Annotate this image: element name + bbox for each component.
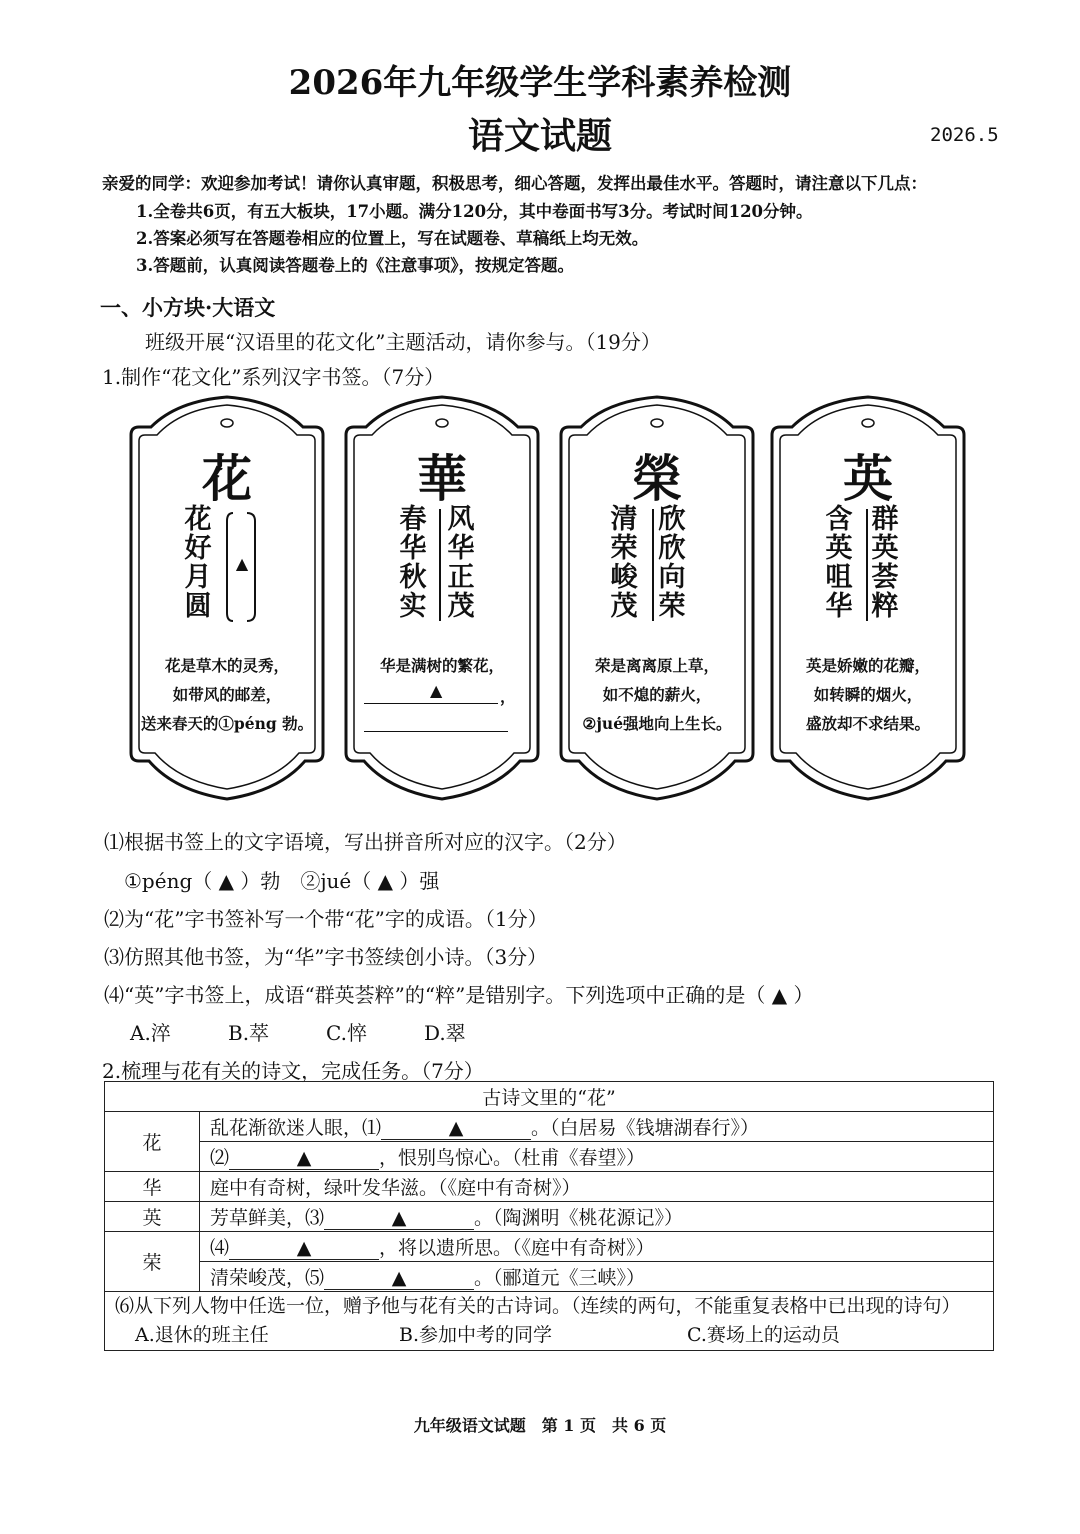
exam-date: 2026.5 — [930, 124, 999, 146]
poem-blank-marker: ▲ — [430, 681, 443, 700]
poem-cell: 乱花渐欲迷人眼，⑴ ▲ 。（白居易《钱塘湖春行》） — [200, 1112, 994, 1142]
poem-line: 英是娇嫩的花瓣， — [805, 656, 930, 675]
table-row — [105, 1202, 994, 1232]
row-head-hua2: 华 — [105, 1172, 200, 1202]
page-footer: 九年级语文试题 第 1 页 共 6 页 — [413, 1416, 667, 1435]
task-option-c[interactable]: C.赛场上的运动员 — [687, 1324, 840, 1346]
bookmark-divider — [439, 509, 441, 621]
table-row — [105, 1262, 994, 1292]
section-intro: 班级开展“汉语里的花文化”主题活动，请你参与。（19分） — [145, 330, 661, 354]
answer-blank-2[interactable]: ▲ — [229, 1147, 379, 1170]
table-row — [105, 1172, 994, 1202]
poem-line: 如不熄的薪火， — [602, 685, 712, 704]
exam-title: 2026年九年级学生学科素养检测 — [288, 63, 792, 103]
q1-part-3: ⑶仿照其他书签，为“华”字书签续创小诗。（3分） — [104, 945, 548, 969]
bookmark-poem — [344, 651, 540, 680]
q1-part-1: ⑴根据书签上的文字语境，写出拼音所对应的汉字。（2分） — [104, 830, 627, 854]
row-head-ying: 英 — [105, 1202, 200, 1232]
table-caption: 古诗文里的“花” — [105, 1082, 994, 1112]
poem-line: 送来春天的①péng 勃。 — [140, 714, 314, 733]
q1-part-4: ⑷“英”字书签上，成语“群英荟粹”的“粹”是错别字。下列选项中正确的是（ ▲ ） — [104, 983, 814, 1007]
poem-cell: ⑵ ▲ ，恨别鸟惊心。（杜甫《春望》） — [200, 1142, 994, 1172]
row-head-rong: 荣 — [105, 1232, 200, 1292]
poem-cell: 清荣峻茂，⑸ ▲ 。（郦道元《三峡》） — [200, 1262, 994, 1292]
bookmark-character: 榮 — [632, 449, 682, 508]
table-row — [105, 1292, 994, 1351]
bookmark-idiom-right: 风华正茂 — [447, 504, 475, 622]
poem-line: 花是草木的灵秀， — [164, 656, 289, 675]
bookmark-ying — [762, 393, 974, 805]
poem-blank-line — [364, 731, 508, 732]
instruction-note-1: 1.全卷共6页，有五大板块，17小题。满分120分，其中卷面书写3分。考试时间120分钟。 — [136, 202, 813, 221]
bookmark-idiom-right: 欣欣向荣 — [658, 504, 686, 622]
poem-line: 如转瞬的烟火， — [813, 685, 923, 704]
bookmark-poem — [770, 651, 966, 738]
bookmark-idiom-left: 清荣峻茂 — [610, 504, 638, 622]
poem-cell: ⑷ ▲ ，将以遗所思。（《庭中有奇树》） — [200, 1232, 994, 1262]
bookmark-idiom-left: 春华秋实 — [399, 504, 427, 622]
poem-line: 盛放却不求结果。 — [805, 714, 930, 733]
bookmark-divider — [652, 509, 654, 621]
table-row — [105, 1142, 994, 1172]
poem-table — [104, 1081, 994, 1351]
poem-line: 如带风的邮差， — [172, 685, 282, 704]
answer-blank-1[interactable]: ▲ — [381, 1117, 531, 1140]
row-head-hua: 花 — [105, 1112, 200, 1172]
bookmark-idiom-left: 花好月圆 — [184, 504, 212, 622]
question-2-title: 2.梳理与花有关的诗文，完成任务。（7分） — [102, 1059, 484, 1083]
poem-line: 华是满树的繁花， — [379, 656, 504, 675]
task-prompt: ⑹从下列人物中任选一位，赠予他与花有关的古诗词。（连续的两句，不能重复表格中已出现的诗句） — [115, 1295, 961, 1317]
poem-line: ②jué强地向上生长。 — [582, 714, 732, 733]
poem-comma: ， — [500, 687, 516, 706]
task-option-a[interactable]: A.退休的班主任 — [135, 1324, 269, 1346]
answer-blank-4[interactable]: ▲ — [229, 1237, 379, 1260]
bookmark-blank-marker: ▲ — [235, 554, 249, 573]
table-row — [105, 1232, 994, 1262]
poem-cell: 芳草鲜美，⑶ ▲ 。（陶渊明《桃花源记》） — [200, 1202, 994, 1232]
bookmark-character: 花 — [202, 449, 252, 508]
option-b[interactable]: B.萃 — [228, 1021, 270, 1045]
bookmark-poem — [129, 651, 325, 738]
instruction-note-3: 3.答题前，认真阅读答题卷上的《注意事项》，按规定答题。 — [136, 256, 574, 275]
bookmark-poem — [559, 651, 755, 738]
poem-cell: 庭中有奇树，绿叶发华滋。（《庭中有奇树》） — [200, 1172, 994, 1202]
bookmark-character: 華 — [417, 449, 467, 508]
task-option-b[interactable]: B.参加中考的同学 — [399, 1324, 553, 1346]
bookmark-character: 英 — [843, 449, 893, 508]
option-d[interactable]: D.翠 — [424, 1021, 466, 1045]
answer-blank-5[interactable]: ▲ — [324, 1267, 474, 1290]
task-cell — [105, 1292, 994, 1351]
poem-line: 荣是离离原上草， — [594, 656, 719, 675]
answer-blank-3[interactable]: ▲ — [324, 1207, 474, 1230]
bookmark-idiom-right: 群英荟粹 — [871, 504, 899, 622]
poem-blank-line — [364, 703, 498, 704]
q1-part-1-answer: ①péng（ ▲ ）勃 ②jué（ ▲ ）强 — [124, 869, 440, 893]
q1-part-2: ⑵为“花”字书签补写一个带“花”字的成语。（1分） — [104, 907, 548, 931]
q1-part-4-options — [130, 1017, 522, 1046]
question-1-title: 1.制作“花文化”系列汉字书签。（7分） — [102, 365, 445, 389]
bookmark-rong — [551, 393, 763, 805]
option-a[interactable]: A.淬 — [130, 1021, 171, 1045]
instruction-note-2: 2.答案必须写在答题卷相应的位置上，写在试题卷、草稿纸上均无效。 — [136, 229, 649, 248]
section-heading: 一、小方块·大语文 — [100, 295, 276, 320]
bookmark-idiom-left: 含英咀华 — [825, 504, 853, 622]
bookmark-hua2 — [336, 393, 548, 805]
instructions-greeting: 亲爱的同学：欢迎参加考试！请你认真审题，积极思考，细心答题，发挥出最佳水平。答题时，请注意以下几点： — [102, 174, 927, 193]
table-row — [105, 1112, 994, 1142]
task-options — [115, 1321, 983, 1350]
bookmark-hua — [121, 393, 333, 805]
subject-title: 语文试题 — [467, 115, 612, 157]
option-c[interactable]: C.悴 — [326, 1021, 367, 1045]
